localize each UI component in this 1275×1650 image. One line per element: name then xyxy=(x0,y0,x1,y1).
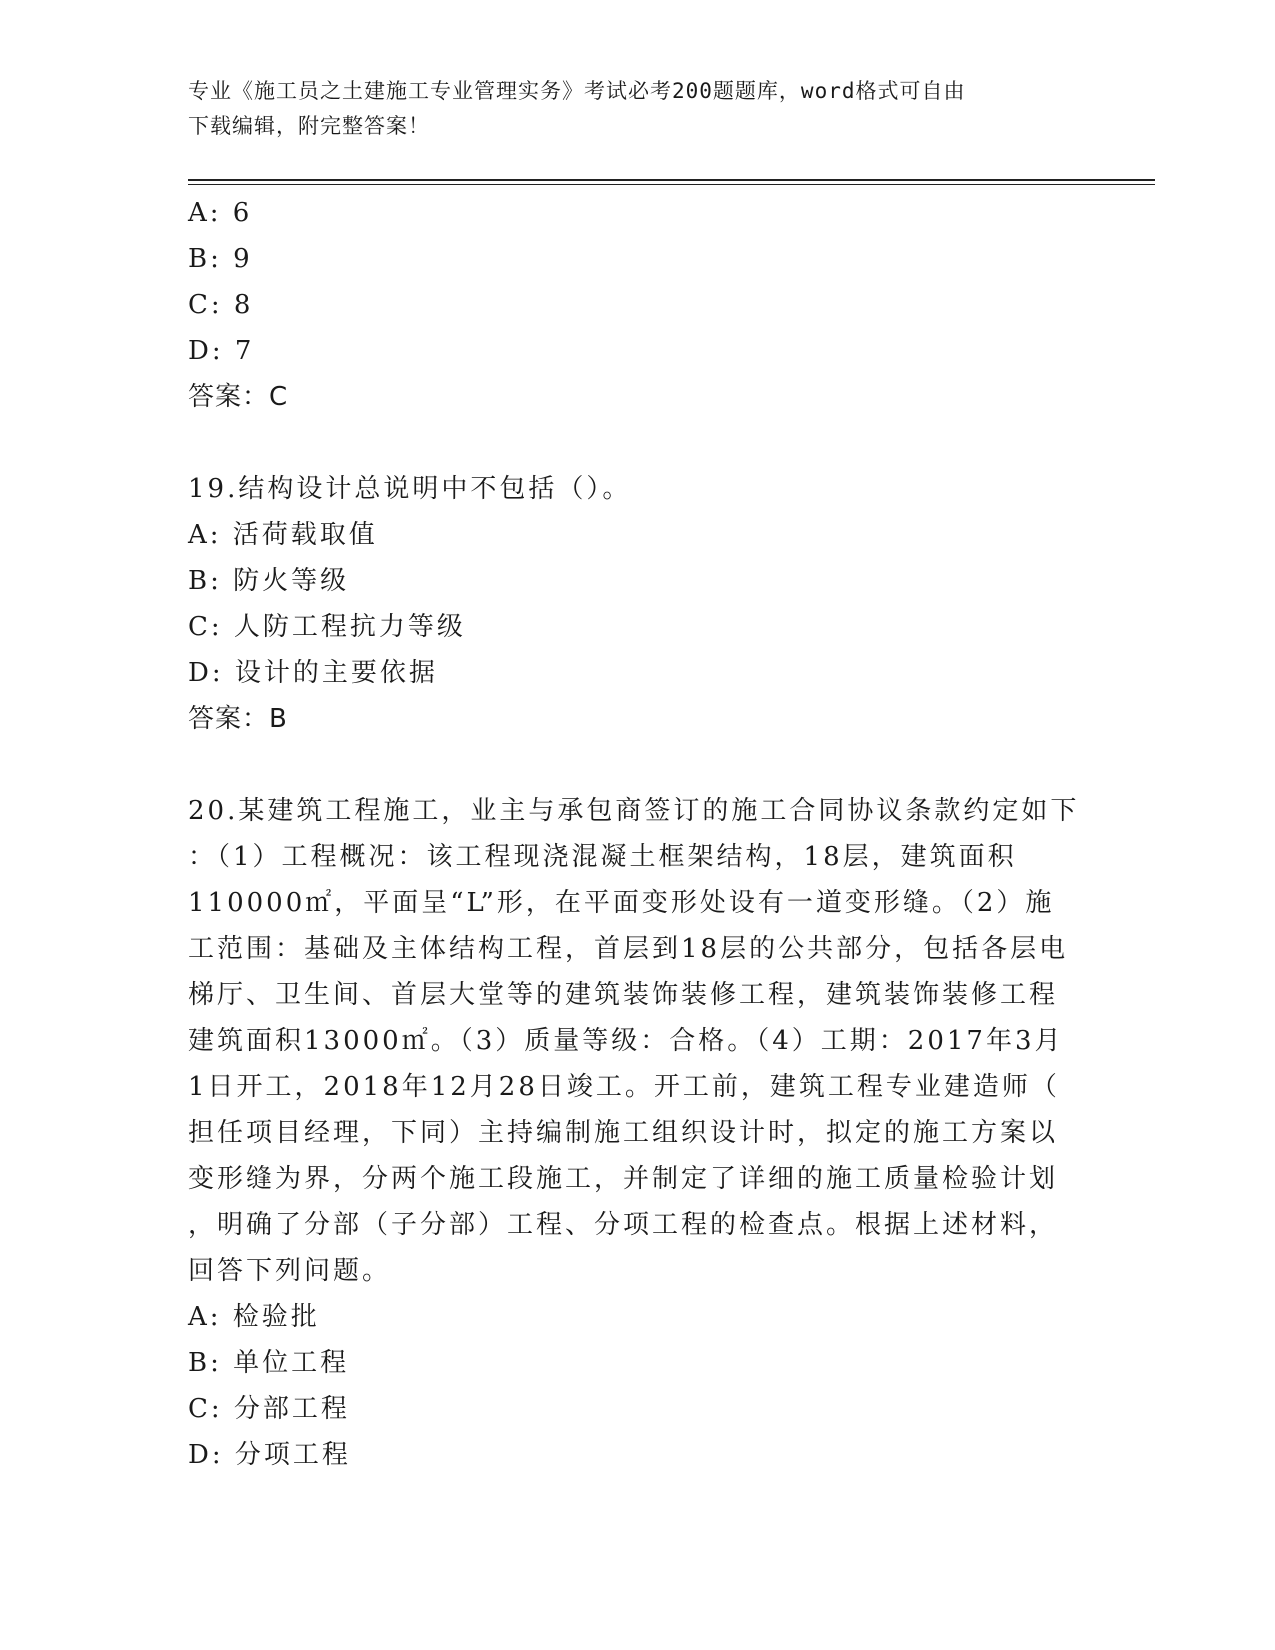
q20-question-line: 回答下列问题。 xyxy=(188,1256,392,1286)
q20-question-line: ：（1）工程概况：该工程现浇混凝土框架结构，18层，建筑面积 xyxy=(188,842,1017,872)
spacer xyxy=(188,420,1088,466)
q20-question-line: 工范围：基础及主体结构工程，首层到18层的公共部分，包括各层电 xyxy=(188,934,1069,964)
q20-question-line: 1日开工，2018年12月28日竣工。开工前，建筑工程专业建造师（ xyxy=(188,1072,1060,1102)
question-content xyxy=(188,190,1088,1478)
q20-option-b: B: 单位工程 xyxy=(188,1348,350,1378)
document-header xyxy=(188,74,1068,144)
q19-answer: 答案：B xyxy=(188,704,288,734)
header-rule-thick xyxy=(188,179,1155,181)
spacer xyxy=(188,742,1088,788)
q20-question-line: 梯厅、卫生间、首层大堂等的建筑装饰装修工程，建筑装饰装修工程 xyxy=(188,980,1059,1010)
q18-option-d: D: 7 xyxy=(188,336,255,366)
q18-answer: 答案：C xyxy=(188,382,289,412)
q18-option-b: B: 9 xyxy=(188,244,253,274)
header-line-1: 专业《施工员之土建施工专业管理实务》考试必考200题题库，word格式可自由 xyxy=(188,79,966,103)
header-rule-thin xyxy=(188,184,1155,185)
q20-option-d: D: 分项工程 xyxy=(188,1440,351,1470)
q19-option-b: B: 防火等级 xyxy=(188,566,350,596)
q20-question-line: 20.某建筑工程施工，业主与承包商签订的施工合同协议条款约定如下 xyxy=(188,796,1080,826)
q18-option-a: A: 6 xyxy=(188,198,253,228)
q20-question xyxy=(188,788,1088,1294)
q19-option-a: A: 活荷载取值 xyxy=(188,520,378,550)
q19-option-c: C: 人防工程抗力等级 xyxy=(188,612,466,642)
q20-option-c: C: 分部工程 xyxy=(188,1394,350,1424)
q20-question-line: 担任项目经理，下同）主持编制施工组织设计时，拟定的施工方案以 xyxy=(188,1118,1059,1148)
q20-question-line: 建筑面积13000㎡。（3）质量等级：合格。（4）工期：2017年3月 xyxy=(188,1026,1064,1056)
q20-question-line: ，明确了分部（子分部）工程、分项工程的检查点。根据上述材料， xyxy=(188,1210,1059,1240)
q19-question: 19.结构设计总说明中不包括（）。 xyxy=(188,474,632,504)
q20-question-line: 变形缝为界，分两个施工段施工，并制定了详细的施工质量检验计划 xyxy=(188,1164,1059,1194)
q20-option-a: A: 检验批 xyxy=(188,1302,320,1332)
q19-option-d: D: 设计的主要依据 xyxy=(188,658,438,688)
q20-question-line: 110000㎡，平面呈“L”形，在平面变形处设有一道变形缝。（2）施 xyxy=(188,888,1055,918)
header-line-2: 下载编辑，附完整答案！ xyxy=(188,114,430,138)
q18-option-c: C: 8 xyxy=(188,290,254,320)
